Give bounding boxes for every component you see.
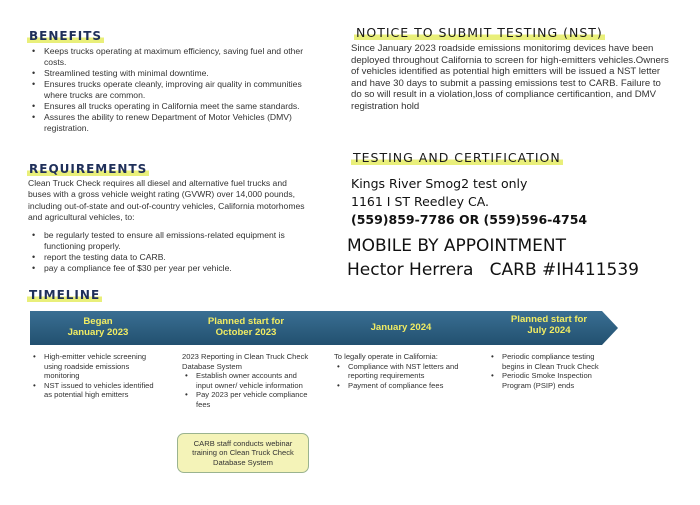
- list-item: • Compliance with NST letters and reporting requirements: [334, 362, 474, 381]
- milestone-details-jul-2024: [488, 352, 618, 390]
- list-item: • be regularly tested to ensure all emissions-related equipment is functioning properly.: [28, 230, 308, 252]
- requirements-list: [28, 230, 308, 274]
- milestone-label-jan-2023: Began January 2023: [67, 316, 129, 338]
- list-item: • Establish owner accounts and input owner/ vehicle information: [182, 371, 312, 390]
- list-item: • NST issued to vehicles identified as potential high emitters: [30, 381, 160, 400]
- notice-text: Since January 2023 roadside emissions monitorimg devices have been deployed throughout California to screen for high-emitters vehicles.Owners of vehicles identified as potential high emitters will be issued a NST letter and have 30 days to submit a passing emissions test to CARB. Failure to do so will result in a violation,loss of compliance certificantion, and DMV registration hold: [351, 43, 669, 112]
- benefits-heading: BENEFITS: [29, 29, 103, 43]
- benefits-list: [28, 46, 306, 134]
- milestone-label-oct-2023: Planned start for October 2023: [207, 316, 285, 338]
- list-item: • Pay 2023 per vehicle compliance fees: [182, 390, 312, 409]
- webinar-callout-text: CARB staff conducts webinar training on Clean Truck Check Database System: [192, 438, 294, 467]
- milestone-intro: 2023 Reporting in Clean Truck Check Database System: [182, 352, 309, 371]
- list-item: • Keeps trucks operating at maximum efficiency, saving fuel and other costs.: [28, 46, 306, 68]
- milestone-details-jan-2023: [30, 352, 160, 400]
- list-item: • Ensures all trucks operating in California meet the same standards.: [28, 101, 306, 112]
- timeline-heading: TIMELINE: [29, 288, 101, 302]
- business-name: Kings River Smog2 test only: [351, 176, 528, 191]
- requirements-heading: REQUIREMENTS: [29, 162, 148, 176]
- list-item: • Assures the ability to renew Department of Motor Vehicles (DMV) registration.: [28, 112, 306, 134]
- milestone-intro: To legally operate in California:: [334, 352, 438, 361]
- contact-carb-id: Hector Herrera CARB #IH411539: [347, 260, 639, 280]
- list-item: • High-emitter vehicle screening using roadside emissions monitoring: [30, 352, 160, 381]
- list-item: • Streamlined testing with minimal downtime.: [28, 68, 306, 79]
- milestone-details-jan-2024: [334, 352, 474, 390]
- list-item: • Payment of compliance fees: [334, 381, 474, 391]
- list-item: • report the testing data to CARB.: [28, 252, 308, 263]
- mobile-appointment: MOBILE BY APPOINTMENT: [347, 236, 566, 256]
- requirements-intro: Clean Truck Check requires all diesel and alternative fuel trucks and buses with a gross vehicle weight rating (GVWR) over 14,000 pounds, including out-of-state and out-of-country vehicles, California motorhomes and agricultural vehicles, to:: [28, 178, 305, 223]
- list-item: • Periodic compliance testing begins in Clean Truck Check: [488, 352, 618, 371]
- business-address: 1161 I ST Reedley CA.: [351, 194, 489, 209]
- list-item: • Periodic Smoke Inspection Program (PSIP) ends: [488, 371, 618, 390]
- phone-numbers: (559)859-7786 OR (559)596-4754: [351, 212, 588, 227]
- list-item: • Ensures trucks operate cleanly, improving air quality in communities where trucks are common.: [28, 79, 306, 101]
- list-item: • pay a compliance fee of $30 per year per vehicle.: [28, 263, 308, 274]
- milestone-label-jan-2024: January 2024: [370, 322, 432, 333]
- milestone-details-oct-2023: [182, 352, 312, 409]
- notice-heading: NOTICE TO SUBMIT TESTING (NST): [356, 25, 603, 40]
- testing-heading: TESTING AND CERTIFICATION: [353, 150, 561, 165]
- milestone-label-jul-2024: Planned start for July 2024: [510, 314, 588, 336]
- webinar-callout: [177, 433, 309, 473]
